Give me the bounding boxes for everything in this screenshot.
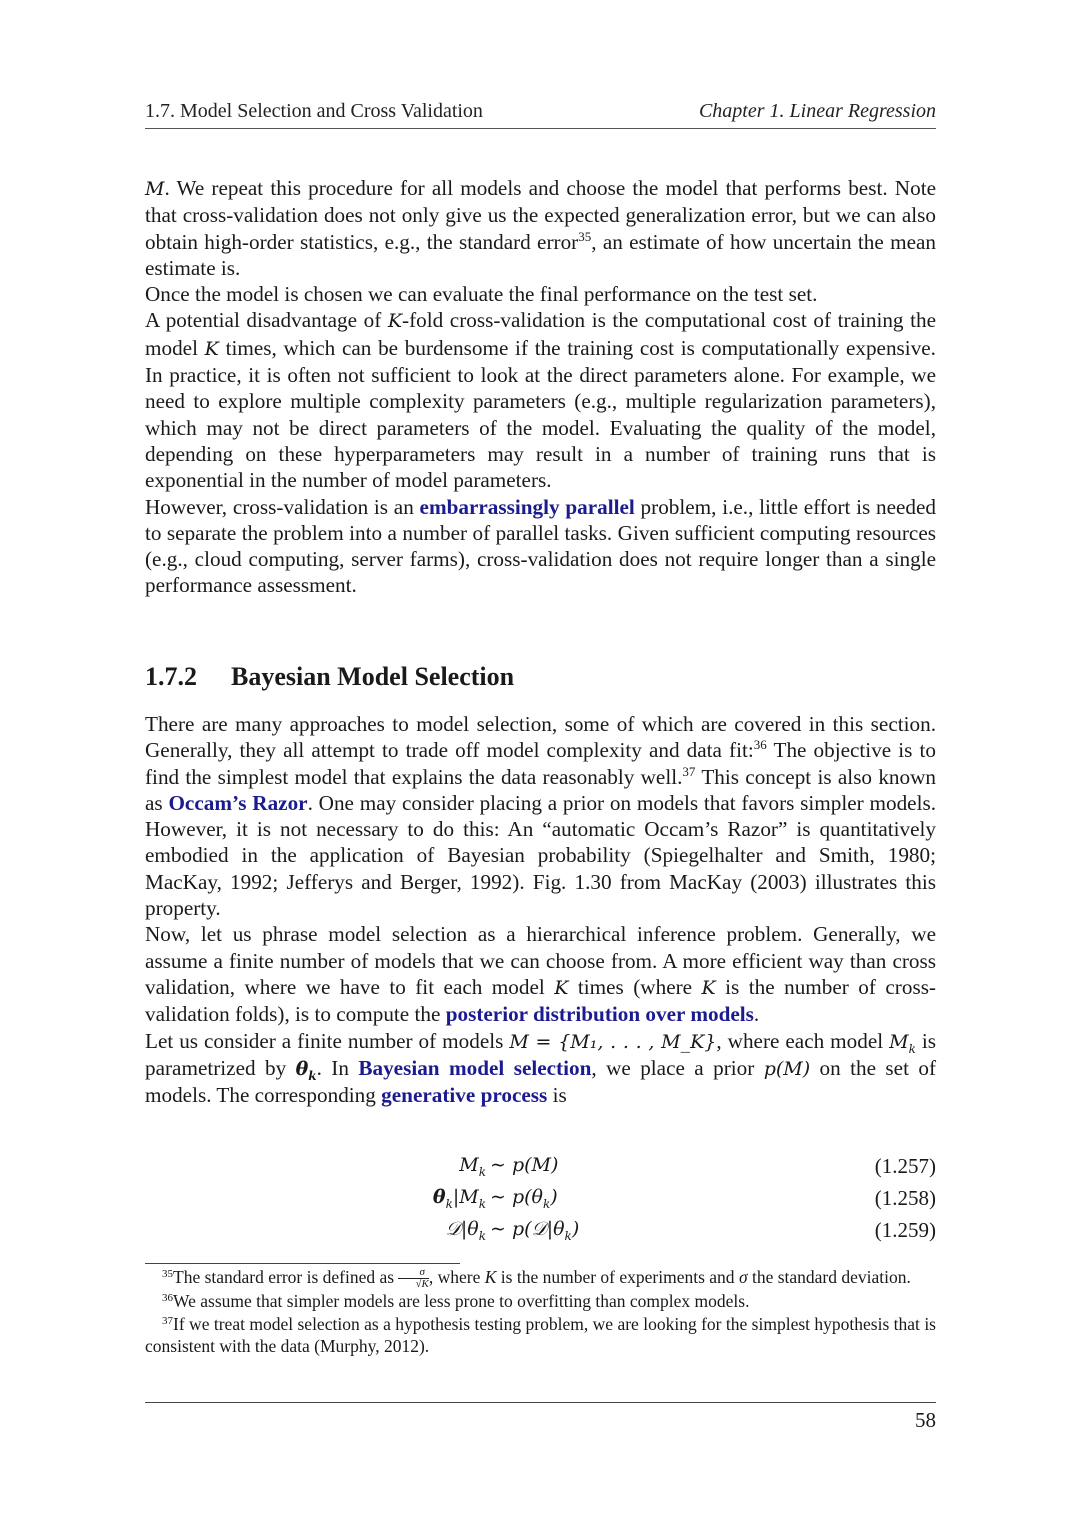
math-K: K — [484, 1267, 497, 1287]
text: Now, let us phrase model selection as a hierarchical inference problem. Generally, we assume a finite number of models that we can choose from. A more efficient way than cross validation, where we have to fit each model — [145, 922, 936, 999]
paragraph-3 — [145, 307, 936, 493]
equation-1257 — [145, 1154, 936, 1186]
eq-lhs — [445, 1218, 486, 1243]
text: However, cross-validation is an — [145, 494, 420, 519]
text: , where — [428, 1267, 485, 1287]
text: times (where — [568, 974, 702, 999]
text: This concept is also known as — [145, 764, 937, 815]
text: σ — [398, 1267, 428, 1279]
footnote-ref-36[interactable]: 36 — [753, 737, 767, 753]
equation-number: (1.258) — [874, 1186, 936, 1210]
section-title: Bayesian Model Selection — [231, 662, 515, 691]
text: ∼ p(𝒟|θ — [490, 1218, 565, 1240]
text: is the number of cross-validation folds), is to compute the — [145, 974, 936, 1027]
section-number: 1.7.2 — [145, 662, 197, 691]
text: θ — [295, 1057, 309, 1080]
math-K: K — [554, 976, 569, 999]
eq-rhs: ∼ p(M) — [490, 1154, 559, 1176]
text: ) — [550, 1186, 558, 1208]
link-occams-razor[interactable]: Occam’s Razor — [168, 790, 308, 815]
text: k — [478, 1196, 486, 1211]
equation-1259 — [145, 1218, 936, 1250]
paragraph-4 — [145, 494, 936, 599]
footnote-36 — [145, 1290, 936, 1313]
text: times, which can be burdensome if the training cost is computationally expensive. In practice, it is often not sufficient to look at the direct parameters alone. For example, we need to explore multiple complexity parameters (e.g., multiple regularization parameters), which may not be direct parameters of the model. Evaluating the quality of the model, depending on these hyperparameters may result in a number of training runs that is exponential in the number of model parameters. — [145, 335, 936, 493]
text: θ — [432, 1186, 446, 1208]
paragraph-5 — [145, 711, 936, 921]
text: |M — [452, 1186, 479, 1208]
text: The objective is to find the simplest model that explains the data reasonably well. — [145, 738, 937, 789]
body-text-section — [145, 711, 936, 1108]
math-theta-k: $\theta_k$ — [295, 1057, 317, 1083]
math-K: K — [701, 976, 716, 999]
text: Let us consider a finite number of models — [145, 1028, 510, 1053]
link-generative-process[interactable]: generative process — [381, 1083, 548, 1108]
equation-block — [145, 1154, 936, 1250]
math-K: K — [204, 337, 219, 360]
math-K: K — [387, 310, 403, 333]
text: on the set of models. The corresponding — [145, 1055, 937, 1108]
page-number: 58 — [915, 1408, 936, 1432]
header-chapter-title: Chapter 1. Linear Regression — [698, 100, 936, 122]
footnote-mark: 37 — [162, 1314, 173, 1327]
running-header — [145, 100, 936, 123]
text: √K — [415, 1278, 429, 1291]
text: ) — [571, 1218, 580, 1240]
eq-lhs — [432, 1186, 486, 1211]
text: k — [542, 1196, 551, 1211]
section-heading — [145, 662, 514, 692]
equation-number: (1.259) — [874, 1218, 936, 1242]
text: ∼ p(θ — [490, 1186, 543, 1208]
text: If we treat model selection as a hypothesis testing problem, we are looking for the simplest hypothesis that is consistent with the data (Murphy, 2012). — [145, 1313, 936, 1357]
math-sigma: σ — [738, 1267, 748, 1287]
equation-number: (1.257) — [874, 1154, 936, 1178]
footnotes — [145, 1266, 936, 1358]
text: . — [753, 1002, 760, 1027]
text: The standard error is defined as — [173, 1267, 399, 1287]
text: is — [547, 1083, 567, 1108]
text: There are many approaches to model selection, some of which are covered in this section. Generally, they all attempt to trade off model complexity and data fit: — [145, 712, 936, 763]
text: . In — [316, 1055, 359, 1080]
math-prior: p(M) — [763, 1057, 811, 1080]
text: -fold cross-validation is the computational cost of training the model — [145, 308, 936, 360]
text: . We repeat this procedure for all models and choose the model that performs best. Note that cross-validation does not only give us the expected generalization error, but we can also obtain high-order statistics, e.g., the standard error — [145, 176, 936, 254]
text: , an estimate of how uncertain the mean estimate is. — [145, 229, 936, 280]
link-posterior-distribution[interactable]: posterior distribution over models — [445, 1002, 754, 1027]
text: k — [445, 1196, 453, 1211]
footnote-ref-37[interactable]: 37 — [682, 763, 696, 779]
header-rule — [145, 128, 936, 129]
text: is the number of experiments and — [496, 1267, 739, 1287]
footnote-mark: 35 — [162, 1268, 173, 1280]
eq-rhs — [490, 1186, 558, 1211]
body-text-top — [145, 175, 936, 599]
equation-1258 — [145, 1186, 936, 1218]
footnote-37 — [145, 1313, 936, 1358]
eq-lhs — [459, 1154, 486, 1179]
text: problem, i.e., little effort is needed to separate the problem into a number of parallel tasks. Given sufficient computing resources (e.g., cloud computing, server farms), cross-validation does not require longer than a single performance assessment. — [145, 494, 937, 598]
text: the standard deviation. — [747, 1267, 911, 1287]
header-section-title: 1.7. Model Selection and Cross Validation — [145, 100, 483, 122]
text: A potential disadvantage of — [145, 308, 388, 333]
text: , we place a prior — [591, 1055, 764, 1080]
text: is parametrized by — [145, 1028, 936, 1080]
footnote-ref-35[interactable]: 35 — [578, 228, 592, 244]
math-Mk: $M_k$ — [889, 1030, 916, 1056]
text: 𝒟|θ — [445, 1218, 479, 1240]
footnote-35 — [145, 1266, 936, 1290]
text: We assume that simpler models are less prone to overfitting than complex models. — [173, 1291, 750, 1312]
footnote-mark: 36 — [162, 1292, 173, 1305]
text: k — [564, 1228, 572, 1243]
text: , where each model — [716, 1028, 890, 1053]
text: . One may consider placing a prior on models that favors simpler models. However, it is not necessary to do this: An “automatic Occam’s Razor” is quantitatively embodied in the application of Bayesian probability (Spiegelhalter and Smith, 1980; MacKay, 1992; Jefferys and Berger, 1992). Fig. 1.30 from MacKay (2003) illustrates this property. — [145, 790, 936, 921]
eq-rhs — [490, 1218, 580, 1243]
text: M — [459, 1154, 479, 1176]
paragraph-6 — [145, 921, 936, 1027]
link-embarrassingly-parallel[interactable]: embarrassingly parallel — [419, 494, 635, 519]
text: k — [478, 1228, 486, 1243]
paragraph-7 — [145, 1028, 936, 1109]
math-M: M — [145, 178, 165, 200]
paragraph-2: Once the model is chosen we can evaluate the final performance on the test set. — [145, 282, 818, 307]
math-model-set: M = {M₁, . . . , M_K} — [509, 1030, 717, 1053]
footnote-rule — [145, 1263, 460, 1264]
text: k — [478, 1164, 486, 1179]
footer-rule — [145, 1402, 936, 1403]
link-bayesian-model-selection[interactable]: Bayesian model selection — [358, 1055, 592, 1080]
paragraph-1 — [145, 175, 936, 281]
text: M — [889, 1030, 909, 1053]
fraction-sigma-over-sqrt-k — [398, 1267, 428, 1290]
